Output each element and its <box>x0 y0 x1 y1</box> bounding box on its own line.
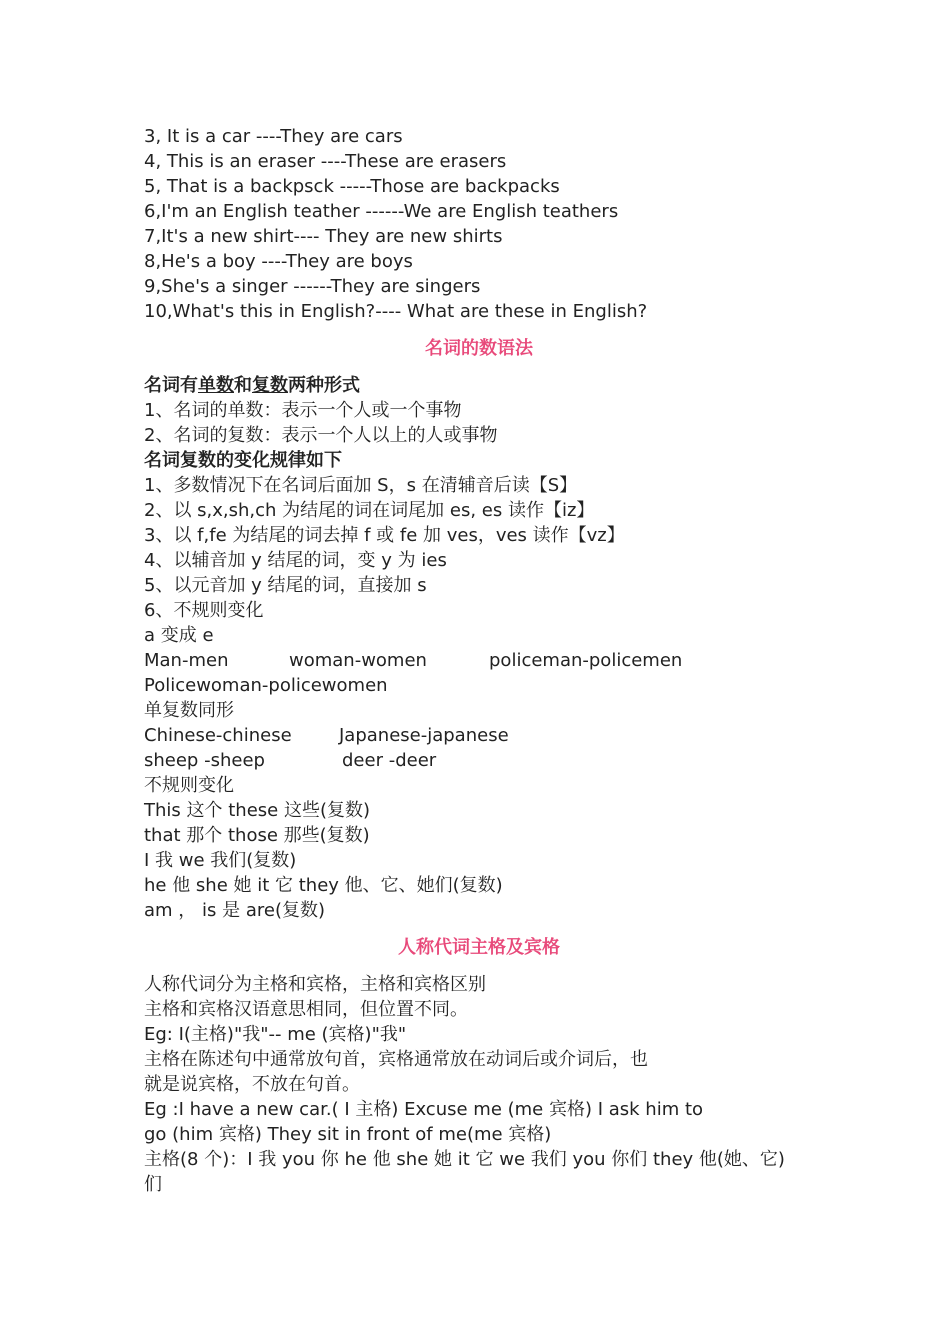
pair-item: deer -deer <box>342 750 437 771</box>
intro-line <box>144 373 814 398</box>
pairs-row <box>144 723 814 748</box>
rule-item: 4、以辅音加 y 结尾的词，变 y 为 ies <box>144 550 447 571</box>
pronoun-line: 主格在陈述句中通常放句首，宾格通常放在动词后或介词后，也 <box>144 1049 648 1070</box>
pronoun-line: 就是说宾格，不放在句首。 <box>144 1074 360 1095</box>
pair-item: Chinese-chinese <box>144 725 292 746</box>
pairs-row <box>144 648 814 673</box>
section-heading-pronouns: 人称代词主格及宾格 <box>398 937 560 958</box>
irregular-list <box>144 798 814 923</box>
section-heading-noun-number: 名词的数语法 <box>425 338 533 359</box>
pronoun-line: 主格(8 个)：I 我 you 你 he 他 she 她 it 它 we 我们 you 你们 they 他(她、它) <box>144 1149 785 1170</box>
a-to-e-label: a 变成 e <box>144 625 214 646</box>
pronoun-line: Eg :I have a new car.( I 主格) Excuse me (me 宾格) I ask him to <box>144 1099 704 1120</box>
example-line: 5, That is a backpsck -----Those are backpacks <box>144 176 560 197</box>
example-line: 7,It's a new shirt---- They are new shirts <box>144 226 503 247</box>
rule-item: 6、不规则变化 <box>144 600 264 621</box>
pronoun-line: 人称代词分为主格和宾格，主格和宾格区别 <box>144 974 486 995</box>
irregular-item: am ， is 是 are(复数) <box>144 900 325 921</box>
pronoun-line: 主格和宾格汉语意思相同，但位置不同。 <box>144 999 468 1020</box>
rules-title: 名词复数的变化规律如下 <box>144 450 342 471</box>
example-line: 10,What's this in English?---- What are these in English? <box>144 301 648 322</box>
intro-text: 名词有 <box>144 375 198 396</box>
pair-item: sheep -sheep <box>144 750 265 771</box>
example-line: 3, It is a car ----They are cars <box>144 126 403 147</box>
rule-item: 2、以 s,x,sh,ch 为结尾的词在词尾加 es, es 读作【iz】 <box>144 500 595 521</box>
pair-item: woman-women <box>289 650 427 671</box>
intro-plural: 复数 <box>252 375 288 396</box>
intro-text: 两种形式 <box>288 375 360 396</box>
definition-singular: 1、名词的单数：表示一个人或一个事物 <box>144 400 462 421</box>
definition-plural: 2、名词的复数：表示一个人以上的人或事物 <box>144 425 498 446</box>
document-page <box>144 124 814 1197</box>
intro-singular: 单数 <box>198 375 234 396</box>
same-form-label: 单复数同形 <box>144 700 234 721</box>
pair-item: Policewoman-policewomen <box>144 675 388 696</box>
example-line: 6,I'm an English teather ------We are English teathers <box>144 201 619 222</box>
rule-item: 5、以元音加 y 结尾的词，直接加 s <box>144 575 427 596</box>
example-line: 9,She's a singer ------They are singers <box>144 276 481 297</box>
rules-list <box>144 473 814 623</box>
irregular-item: I 我 we 我们(复数) <box>144 850 297 871</box>
irregular-item: This 这个 these 这些(复数) <box>144 800 370 821</box>
pronoun-line: go (him 宾格) They sit in front of me(me 宾格) <box>144 1124 552 1145</box>
intro-text: 和 <box>234 375 252 396</box>
pronoun-line: Eg: I(主格)"我"-- me (宾格)"我" <box>144 1024 407 1045</box>
example-sentences <box>144 124 814 324</box>
irregular-item: he 他 she 她 it 它 they 他、它、她们(复数) <box>144 875 503 896</box>
example-line: 4, This is an eraser ----These are erasers <box>144 151 507 172</box>
pronoun-line: 们 <box>144 1174 162 1195</box>
rule-item: 3、以 f,fe 为结尾的词去掉 f 或 fe 加 ves，ves 读作【vz】 <box>144 525 625 546</box>
pronoun-section <box>144 972 814 1197</box>
pairs-row <box>144 748 814 773</box>
rule-item: 1、多数情况下在名词后面加 S，s 在清辅音后读【S】 <box>144 475 578 496</box>
pair-item: Japanese-japanese <box>339 725 509 746</box>
pair-item: policeman-policemen <box>489 650 683 671</box>
example-line: 8,He's a boy ----They are boys <box>144 251 413 272</box>
pair-item: Man-men <box>144 650 229 671</box>
irregular-item: that 那个 those 那些(复数) <box>144 825 370 846</box>
irregular-label: 不规则变化 <box>144 775 234 796</box>
